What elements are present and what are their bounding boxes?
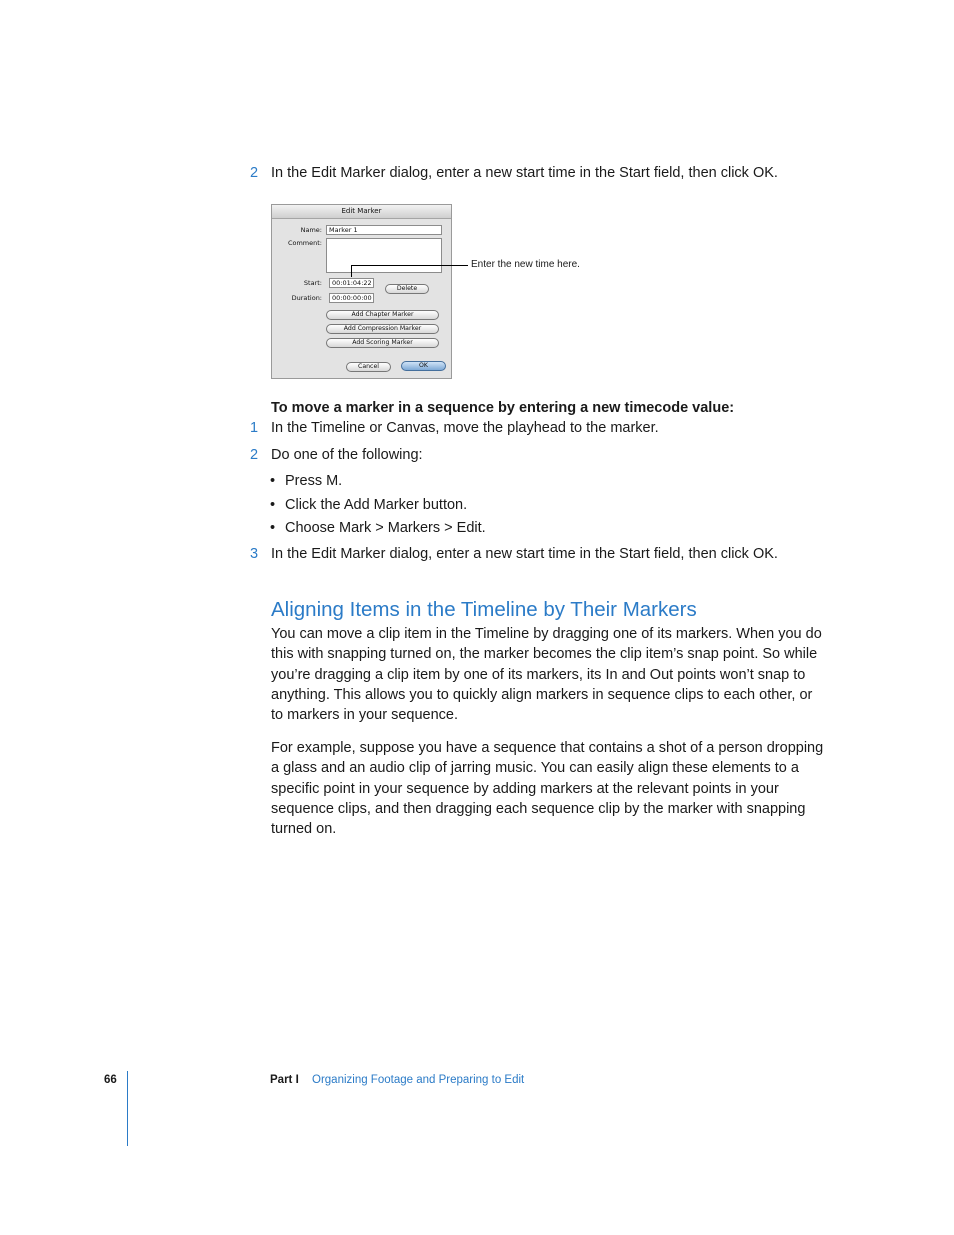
bullet-text: Choose Mark > Markers > Edit.: [285, 520, 486, 536]
callout-text: Enter the new time here.: [471, 259, 580, 270]
bullet-mark: •: [270, 473, 276, 489]
dialog-title: Edit Marker: [272, 205, 451, 219]
add-compression-marker-button[interactable]: Add Compression Marker: [326, 324, 439, 334]
bullet-text: Press M.: [285, 473, 343, 489]
step-text: In the Edit Marker dialog, enter a new start time in the Start field, then click OK.: [271, 546, 778, 562]
footer-part: Part I: [270, 1074, 299, 1086]
delete-button[interactable]: Delete: [385, 284, 429, 294]
step-number: 1: [250, 420, 259, 436]
body-paragraph: You can move a clip item in the Timeline by dragging one of its markers. When you do this with snapping turned on, the marker becomes the clip item’s snap point. So while you’re dragging a clip item by one of its markers, its In and Out points won’t snap to anything. This allows you to quickly align markers in sequence clips to each other, or to markers in your sequence.: [271, 626, 822, 724]
cancel-button[interactable]: Cancel: [346, 362, 391, 372]
body-paragraph: For example, suppose you have a sequence that contains a shot of a person dropping a glass and an audio clip of jarring music. You can easily align these elements to a specific point in your sequence by adding markers at the relevant points in your sequence clips, and then dragging each sequence clip by the marker with snapping turned on.: [271, 740, 824, 838]
bullet-text: Click the Add Marker button.: [285, 497, 468, 513]
step-number: 2: [250, 165, 259, 181]
procedure-heading: To move a marker in a sequence by entering a new timecode value:: [271, 400, 735, 416]
callout-line: [351, 265, 468, 266]
footer-chapter-link[interactable]: Organizing Footage and Preparing to Edit: [312, 1074, 525, 1086]
footer-divider: [127, 1071, 128, 1146]
duration-label: Duration:: [291, 294, 322, 302]
bullet-mark: •: [270, 497, 276, 513]
section-heading: Aligning Items in the Timeline by Their Markers: [271, 598, 697, 621]
page-number: 66: [104, 1074, 117, 1086]
add-chapter-marker-button[interactable]: Add Chapter Marker: [326, 310, 439, 320]
step-number: 3: [250, 546, 259, 562]
start-field[interactable]: 00:01:04:22: [329, 278, 374, 288]
duration-field[interactable]: 00:00:00:00: [329, 293, 374, 303]
add-scoring-marker-button[interactable]: Add Scoring Marker: [326, 338, 439, 348]
ok-button[interactable]: OK: [401, 361, 446, 371]
callout-line-vertical: [351, 265, 352, 277]
name-label: Name:: [300, 226, 322, 234]
edit-marker-dialog: [271, 204, 452, 379]
step-number: 2: [250, 447, 259, 463]
step-text: Do one of the following:: [271, 447, 423, 463]
start-label: Start:: [303, 279, 322, 287]
step-text: In the Edit Marker dialog, enter a new start time in the Start field, then click OK.: [271, 165, 778, 181]
comment-field[interactable]: [326, 238, 442, 273]
comment-label: Comment:: [287, 239, 322, 247]
bullet-mark: •: [270, 520, 276, 536]
step-text: In the Timeline or Canvas, move the playhead to the marker.: [271, 420, 659, 436]
name-field[interactable]: Marker 1: [326, 225, 442, 235]
